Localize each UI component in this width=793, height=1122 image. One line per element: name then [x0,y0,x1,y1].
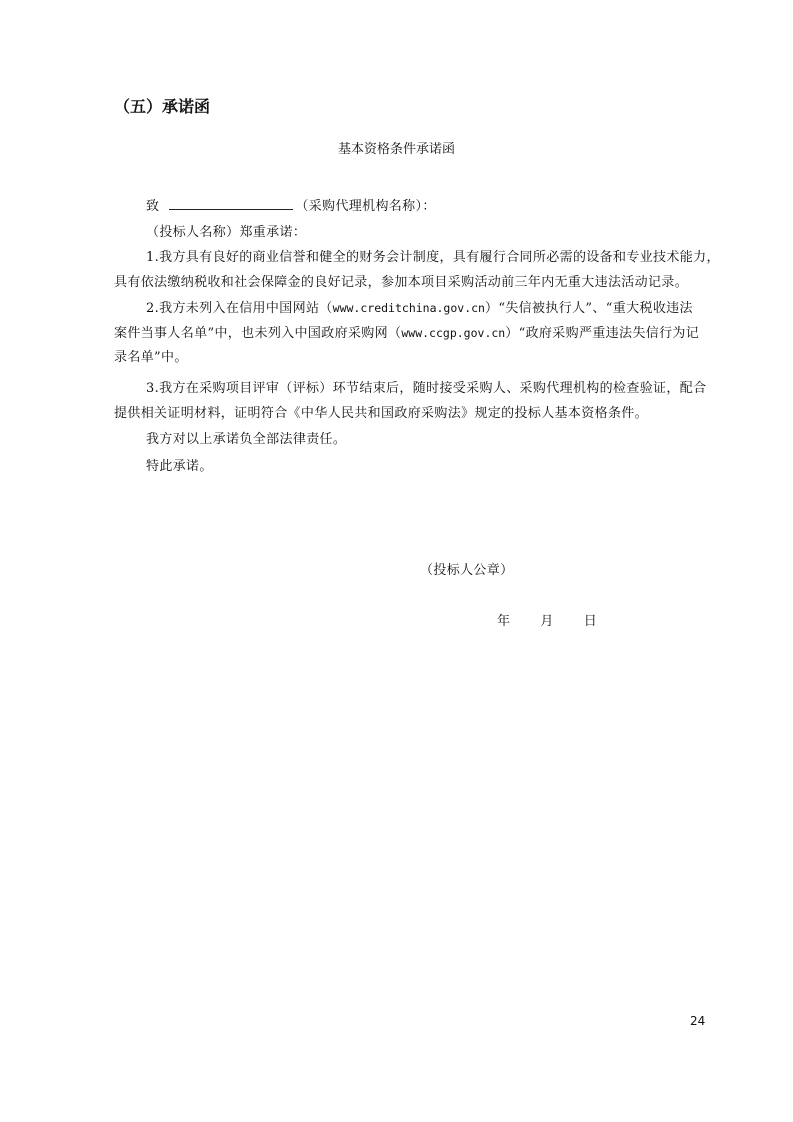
date-day-label: 日 [583,614,598,629]
ccgp-url: www.ccgp.gov.cn [401,326,506,340]
paragraph-3-line-1: 3.我方在采购项目评审（评标）环节结束后，随时接受采购人、采购代理机构的检查验证，配合 [146,381,707,396]
agency-name-blank [169,197,293,210]
paragraph-2-line-3: 录名单”中。 [114,350,188,365]
letter-title: 基本资格条件承诺函 [337,142,455,157]
paragraph-2-text-b: ）“失信被执行人”、“重大税收违法 [484,301,693,316]
date-year-label: 年 [497,614,511,629]
section-heading: （五）承诺函 [114,97,211,116]
paragraph-2-line-2 [114,323,699,344]
pledge-line: （投标人名称）郑重承诺： [146,225,307,240]
date-line [497,612,597,632]
addressee-prefix: 致 [146,199,160,214]
creditchina-url: www.creditchina.gov.cn [332,301,485,315]
page-number: 24 [690,1014,706,1028]
paragraph-2-text-c: 案件当事人名单”中，也未列入中国政府采购网（ [114,326,402,341]
paragraph-2-text-d: ）“政府采购严重违法失信行为记 [505,326,700,341]
paragraph-1-line-1: 1.我方具有良好的商业信誉和健全的财务会计制度，具有履行合同所必需的设备和专业技术能力， [146,250,720,265]
paragraph-5: 特此承诺。 [146,459,213,474]
paragraph-3-line-2: 提供相关证明材料，证明符合《中华人民共和国政府采购法》规定的投标人基本资格条件。 [114,406,649,421]
date-month-label: 月 [540,614,554,629]
addressee-line [146,197,436,217]
paragraph-2-text-a: 2.我方未列入在信用中国网站（ [146,301,333,316]
paragraph-4: 我方对以上承诺负全部法律责任。 [146,432,347,447]
paragraph-1-line-2: 具有依法缴纳税收和社会保障金的良好记录，参加本项目采购活动前三年内无重大违法活动记录。 [114,275,689,290]
paragraph-2-line-1 [146,298,693,319]
seal-placeholder: （投标人公章） [420,563,514,578]
addressee-suffix: （采购代理机构名称）： [295,199,436,214]
